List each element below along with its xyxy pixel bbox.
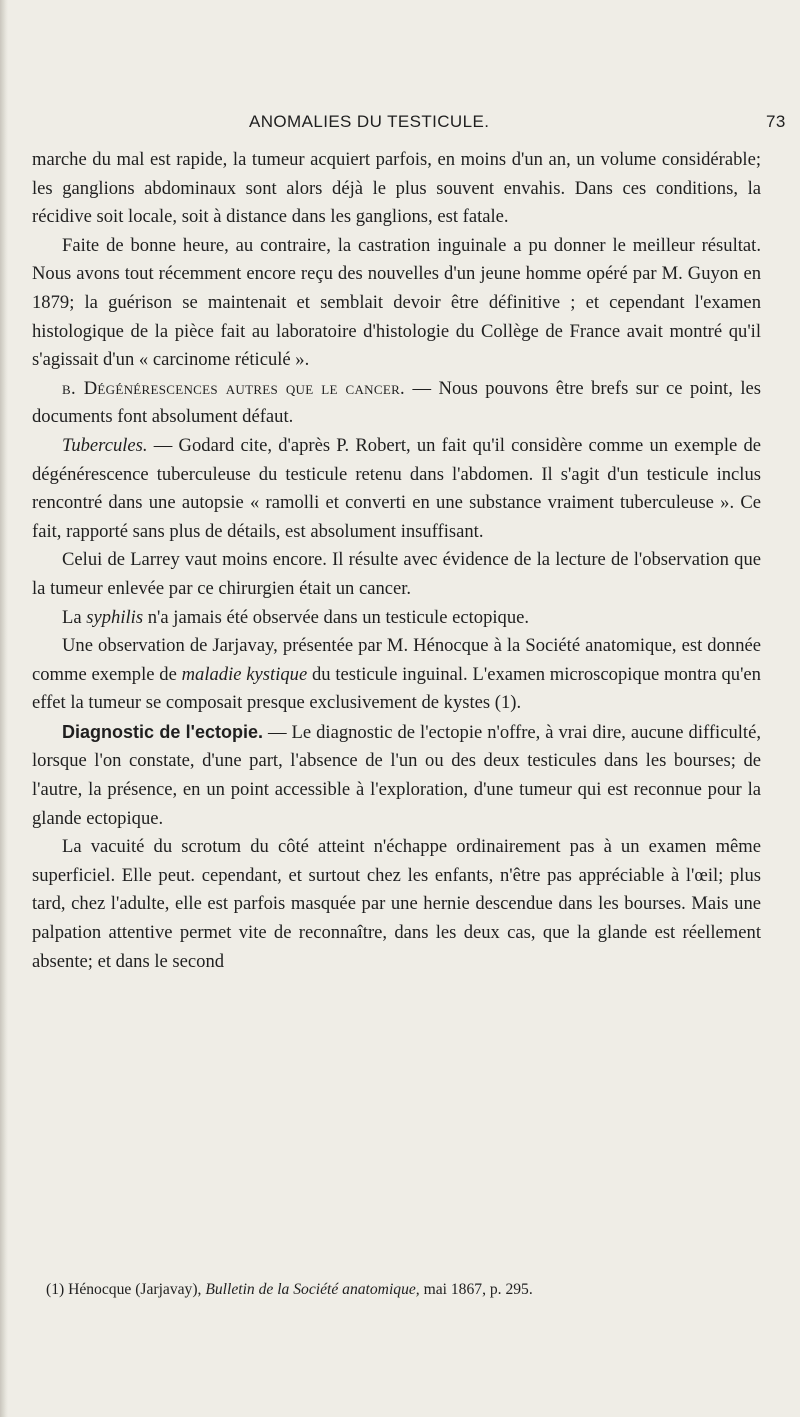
paragraph-text: — Nous pouvons être brefs sur ce point, les documents font absolument défaut. [32,377,761,428]
paragraph-text: — Le diagnostic de l'ectopie n'offre, à vrai dire, aucune difficulté, lorsque l'on constate, d'une part, l'absence de l'un ou des deux testicules dans les bourses; de l'autre, la présence, en un point accessible à l'exploration, d'une tumeur qui est reconnue pour la glande ectopique. [32,721,761,829]
footnote-text: (1) Hénocque (Jarjavay), [46,1281,206,1298]
section-label-tubercules: Tubercules. [62,434,148,456]
paragraph-vacuite: La vacuité du scrotum du côté atteint n'échappe ordinairement pas à un examen même superficiel. Elle peut. cependant, et surtout chez les enfants, n'être pas appréciable à l'œil; plus tard, chez l'adulte, elle est parfois masquée par une hernie descendue dans les bourses. Mais une palpation attentive permet vite de reconnaître, dans les deux cas, que la glande est réellement absente; et dans le second [32,836,761,972]
page-number: 73 [766,112,786,131]
paragraph-tubercules [32,432,761,546]
running-header [249,112,800,136]
term-syphilis: syphilis [86,606,144,628]
running-title: ANOMALIES DU TESTICULE. [249,112,490,131]
paragraph-text: La [62,606,87,628]
paragraph-jarjavay [32,632,761,718]
term-maladie-kystique: maladie kystique [181,663,308,685]
footnote-journal: Bulletin de la Société anatomique, [205,1281,420,1298]
footnote [46,1280,766,1300]
paragraph-diagnostic [32,718,761,833]
section-heading-diagnostic: Diagnostic de l'ectopie. [62,721,263,742]
footnote-text: mai 1867, p. 295. [419,1281,533,1298]
paragraph-text: — Godard cite, d'après P. Robert, un fait qu'il considère comme un exemple de dégénérescence tuberculeuse du testicule retenu dans l'abdomen. Il s'agit d'un testicule inclus rencontré dans une autopsie « ramolli et converti en une substance vraiment tuberculeuse ». Ce fait, rapporté sans plus de détails, est absolument insuffisant. [32,434,761,542]
paragraph-text: n'a jamais été observée dans un testicule ectopique. [143,606,530,628]
section-label-degenerescences: b. Dégénérescences autres que le cancer. [62,377,405,399]
paragraph-text: Une observation de Jarjavay, présentée par M. Hénocque à la Société anatomique, est donnée comme exemple de [32,635,761,685]
paragraph-syphilis [32,604,761,633]
paragraph-continued: marche du mal est rapide, la tumeur acquiert parfois, en moins d'un an, un volume considérable; les ganglions abdominaux sont alors déjà le plus souvent envahis. Dans ces conditions, la récidive soit locale, soit à distance dans les ganglions, est fatale. [32,149,761,228]
body-text [32,146,761,976]
paragraph-text: du testicule inguinal. L'examen microscopique montra qu'en effet la tumeur se composait presque exclusivement de kystes (1). [32,663,761,714]
paragraph-larrey: Celui de Larrey vaut moins encore. Il résulte avec évidence de la lecture de l'observation que la tumeur enlevée par ce chirurgien était un cancer. [32,549,761,599]
paragraph-degenerescences [32,375,761,432]
paragraph-castration: Faite de bonne heure, au contraire, la castration inguinale a pu donner le meilleur résultat. Nous avons tout récemment encore reçu des nouvelles d'un jeune homme opéré par M. Guyon en 1879; la guérison se maintenait et semblait devoir être définitive ; et cependant l'examen histologique de la pièce fait au laboratoire d'histologie du Collège de France avait montré qu'il s'agissait d'un « carcinome réticulé ». [32,234,761,371]
